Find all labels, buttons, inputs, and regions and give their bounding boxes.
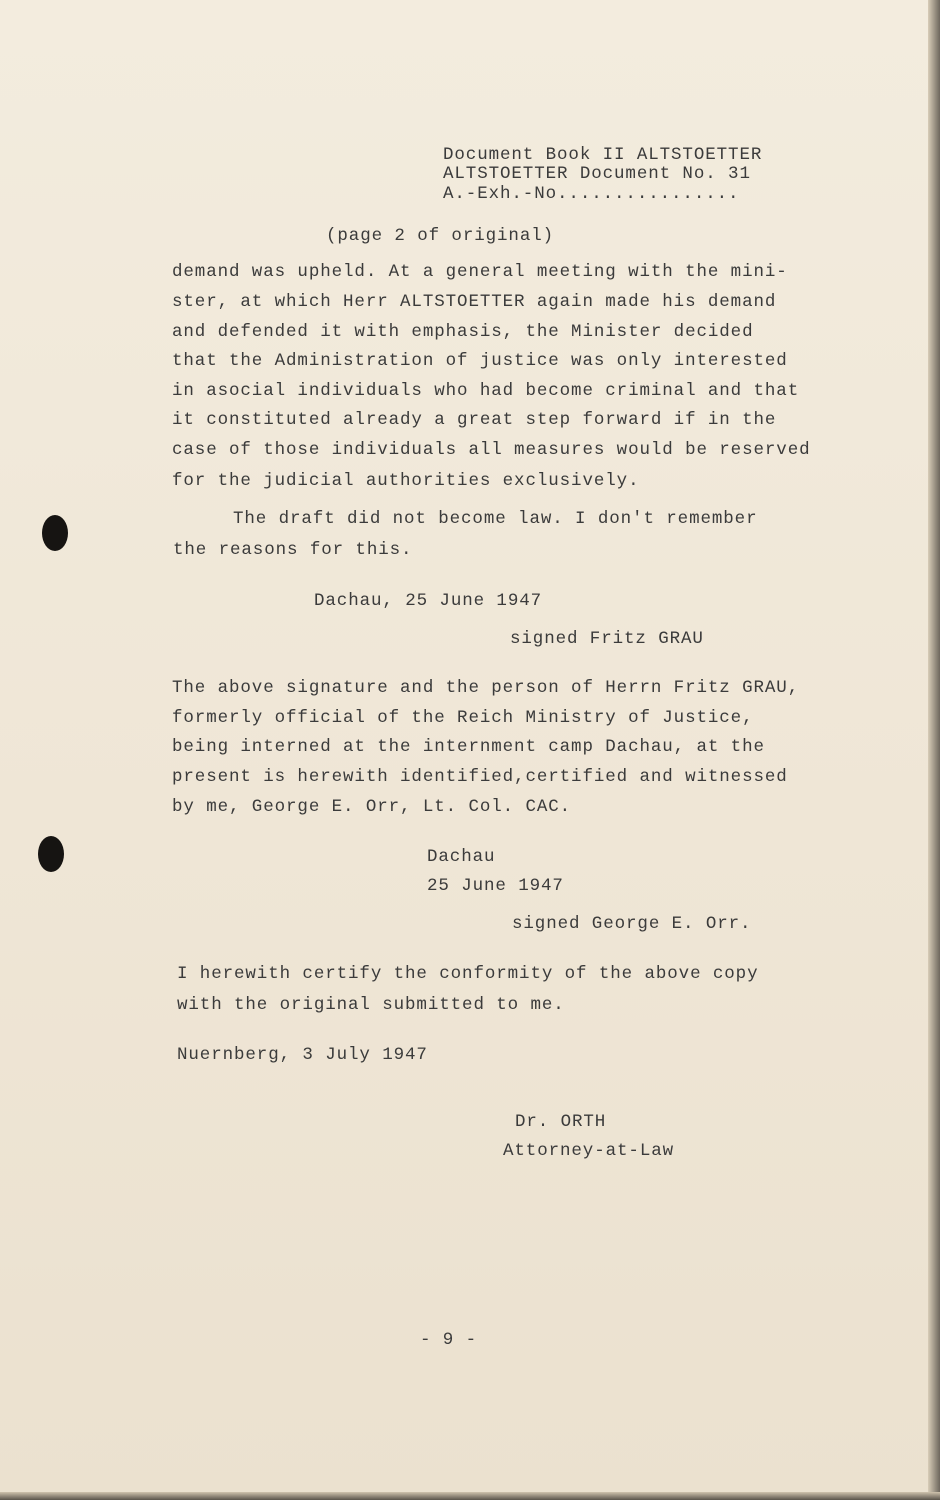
signature-george-orr: signed George E. Orr. bbox=[512, 914, 752, 934]
paragraph1-line: ster, at which Herr ALTSTOETTER again made his demand bbox=[172, 292, 777, 312]
paragraph1-line: in asocial individuals who had become criminal and that bbox=[172, 381, 800, 401]
punch-hole-bottom bbox=[38, 836, 64, 872]
header-document-number: ALTSTOETTER Document No. 31 bbox=[443, 164, 751, 184]
place-dachau: Dachau bbox=[427, 847, 496, 867]
paragraph3-line: being interned at the internment camp Dachau, at the bbox=[172, 737, 765, 757]
paragraph4-line: with the original submitted to me. bbox=[177, 995, 565, 1015]
attorney-name: Dr. ORTH bbox=[515, 1112, 607, 1132]
paragraph1-line: demand was upheld. At a general meeting with the mini- bbox=[172, 262, 788, 282]
paragraph3-line: The above signature and the person of Herrn Fritz GRAU, bbox=[172, 678, 800, 698]
place-date-dachau: Dachau, 25 June 1947 bbox=[314, 591, 543, 611]
date-25-june-1947: 25 June 1947 bbox=[427, 876, 564, 896]
attorney-title: Attorney-at-Law bbox=[503, 1141, 675, 1161]
paragraph1-line: case of those individuals all measures would be reserved bbox=[172, 440, 811, 460]
paragraph3-line: by me, George E. Orr, Lt. Col. CAC. bbox=[172, 797, 572, 817]
paragraph3-line: present is herewith identified,certified and witnessed bbox=[172, 767, 788, 787]
paragraph3-line: formerly official of the Reich Ministry of Justice, bbox=[172, 708, 754, 728]
paragraph2-line: The draft did not become law. I don't remember bbox=[233, 509, 758, 529]
paragraph1-line: for the judicial authorities exclusively. bbox=[172, 471, 640, 491]
punch-hole-top bbox=[42, 515, 68, 551]
page-number: - 9 - bbox=[420, 1330, 478, 1350]
page-edge-bottom bbox=[0, 1492, 940, 1500]
signature-fritz-grau: signed Fritz GRAU bbox=[510, 629, 704, 649]
paragraph4-line: I herewith certify the conformity of the above copy bbox=[177, 964, 759, 984]
page-note: (page 2 of original) bbox=[326, 226, 555, 246]
place-date-nuernberg: Nuernberg, 3 July 1947 bbox=[177, 1045, 428, 1065]
paragraph1-line: and defended it with emphasis, the Minister decided bbox=[172, 322, 754, 342]
paragraph1-line: that the Administration of justice was only interested bbox=[172, 351, 788, 371]
page-edge-right bbox=[928, 0, 940, 1500]
paragraph2-line: the reasons for this. bbox=[173, 540, 413, 560]
header-exhibit-number: A.-Exh.-No................ bbox=[443, 184, 740, 204]
paragraph1-line: it constituted already a great step forward if in the bbox=[172, 410, 777, 430]
header-document-book: Document Book II ALTSTOETTER bbox=[443, 145, 763, 165]
